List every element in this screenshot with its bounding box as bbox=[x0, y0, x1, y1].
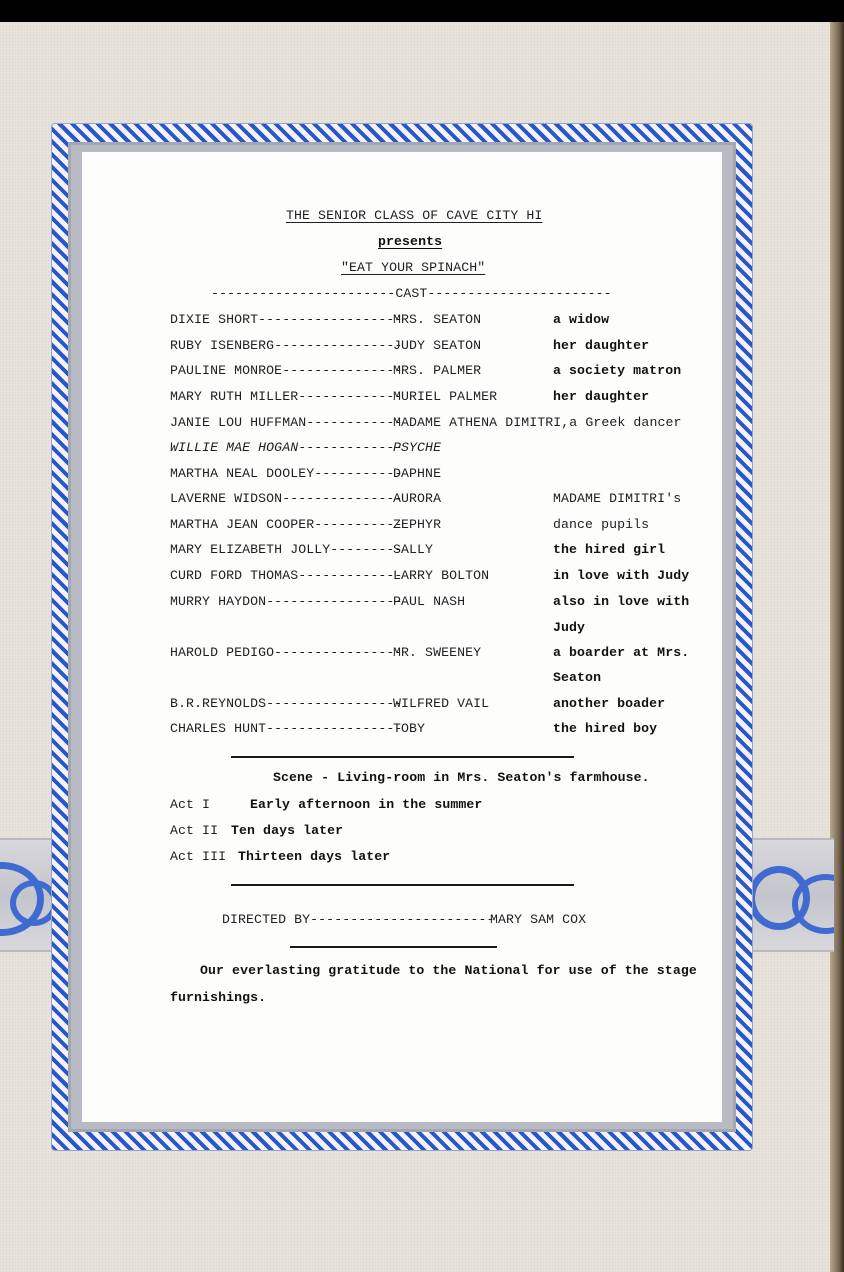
cast-actor: WILLIE MAE HOGAN------------- bbox=[170, 440, 403, 455]
cast-actor: MARTHA JEAN COOPER----------- bbox=[170, 517, 403, 532]
cast-role: SALLY bbox=[393, 542, 434, 557]
program-header: THE SENIOR CLASS OF CAVE CITY HI bbox=[286, 208, 543, 223]
divider-rule bbox=[231, 756, 574, 758]
divider-rule bbox=[290, 946, 497, 948]
cast-actor: MARY RUTH MILLER------------- bbox=[170, 389, 403, 404]
cast-note: in love with Judy bbox=[553, 568, 690, 583]
cast-role: ZEPHYR bbox=[393, 517, 442, 532]
director-label: DIRECTED BY----------------------- bbox=[222, 912, 495, 927]
cast-note: a widow bbox=[553, 312, 610, 327]
cast-note: a boarder at Mrs. bbox=[553, 645, 690, 660]
director-name: MARY SAM COX bbox=[490, 912, 587, 927]
cast-actor: DIXIE SHORT------------------ bbox=[170, 312, 403, 327]
divider-rule bbox=[231, 884, 574, 886]
top-black-edge bbox=[0, 0, 844, 22]
act-label: Act II bbox=[170, 823, 219, 838]
cast-actor: MARTHA NEAL DOOLEY----------- bbox=[170, 466, 403, 481]
cast-note: MADAME DIMITRI's bbox=[553, 491, 682, 506]
cast-note: Judy bbox=[553, 620, 586, 635]
cast-heading: -----------------------CAST----------------------- bbox=[211, 286, 612, 301]
cast-actor: CHARLES HUNT----------------- bbox=[170, 721, 403, 736]
cast-role: JUDY SEATON bbox=[393, 338, 482, 353]
left-ornament-band bbox=[0, 838, 60, 952]
act-text: Thirteen days later bbox=[238, 849, 391, 864]
cast-actor: MURRY HAYDON----------------- bbox=[170, 594, 403, 609]
presents-line: presents bbox=[378, 234, 443, 249]
cast-note: dance pupils bbox=[553, 517, 650, 532]
cast-note: the hired girl bbox=[553, 542, 666, 557]
act-text: Early afternoon in the summer bbox=[250, 797, 483, 812]
cast-role: WILFRED VAIL bbox=[393, 696, 490, 711]
cast-note: her daughter bbox=[553, 338, 650, 353]
cast-actor: HAROLD PEDIGO---------------- bbox=[170, 645, 403, 660]
cast-note: Seaton bbox=[553, 670, 602, 685]
thanks-line-2: furnishings. bbox=[170, 990, 267, 1005]
cast-role: LARRY BOLTON bbox=[393, 568, 490, 583]
cast-role: MR. SWEENEY bbox=[393, 645, 482, 660]
scroll-ornament bbox=[10, 880, 58, 926]
cast-actor: MARY ELIZABETH JOLLY--------- bbox=[170, 542, 403, 557]
cast-role: MURIEL PALMER bbox=[393, 389, 498, 404]
cast-note: also in love with bbox=[553, 594, 690, 609]
page-spine-edge bbox=[830, 22, 844, 1272]
cast-note: a society matron bbox=[553, 363, 682, 378]
cast-role: DAPHNE bbox=[393, 466, 442, 481]
cast-role: PSYCHE bbox=[393, 440, 442, 455]
scene-line: Scene - Living-room in Mrs. Seaton's farmhouse. bbox=[273, 770, 650, 785]
cast-actor: RUBY ISENBERG---------------- bbox=[170, 338, 403, 353]
cast-actor: JANIE LOU HUFFMAN------------ bbox=[170, 415, 403, 430]
cast-actor: B.R.REYNOLDS----------------- bbox=[170, 696, 403, 711]
cast-role: MADAME ATHENA DIMITRI,a Greek dancer bbox=[393, 415, 682, 430]
cast-note: another boader bbox=[553, 696, 666, 711]
cast-actor: LAVERNE WIDSON--------------- bbox=[170, 491, 403, 506]
cast-actor: PAULINE MONROE--------------- bbox=[170, 363, 403, 378]
cast-role: MRS. PALMER bbox=[393, 363, 482, 378]
act-label: Act I bbox=[170, 797, 211, 812]
act-text: Ten days later bbox=[231, 823, 344, 838]
act-label: Act III bbox=[170, 849, 227, 864]
play-title: "EAT YOUR SPINACH" bbox=[341, 260, 486, 275]
cast-note: her daughter bbox=[553, 389, 650, 404]
cast-role: AURORA bbox=[393, 491, 442, 506]
cast-role: TOBY bbox=[393, 721, 426, 736]
cast-role: MRS. SEATON bbox=[393, 312, 482, 327]
cast-note: the hired boy bbox=[553, 721, 658, 736]
thanks-line-1: Our everlasting gratitude to the National for use of the stage bbox=[200, 963, 697, 978]
cast-role: PAUL NASH bbox=[393, 594, 466, 609]
cast-actor: CURD FORD THOMAS------------- bbox=[170, 568, 403, 583]
